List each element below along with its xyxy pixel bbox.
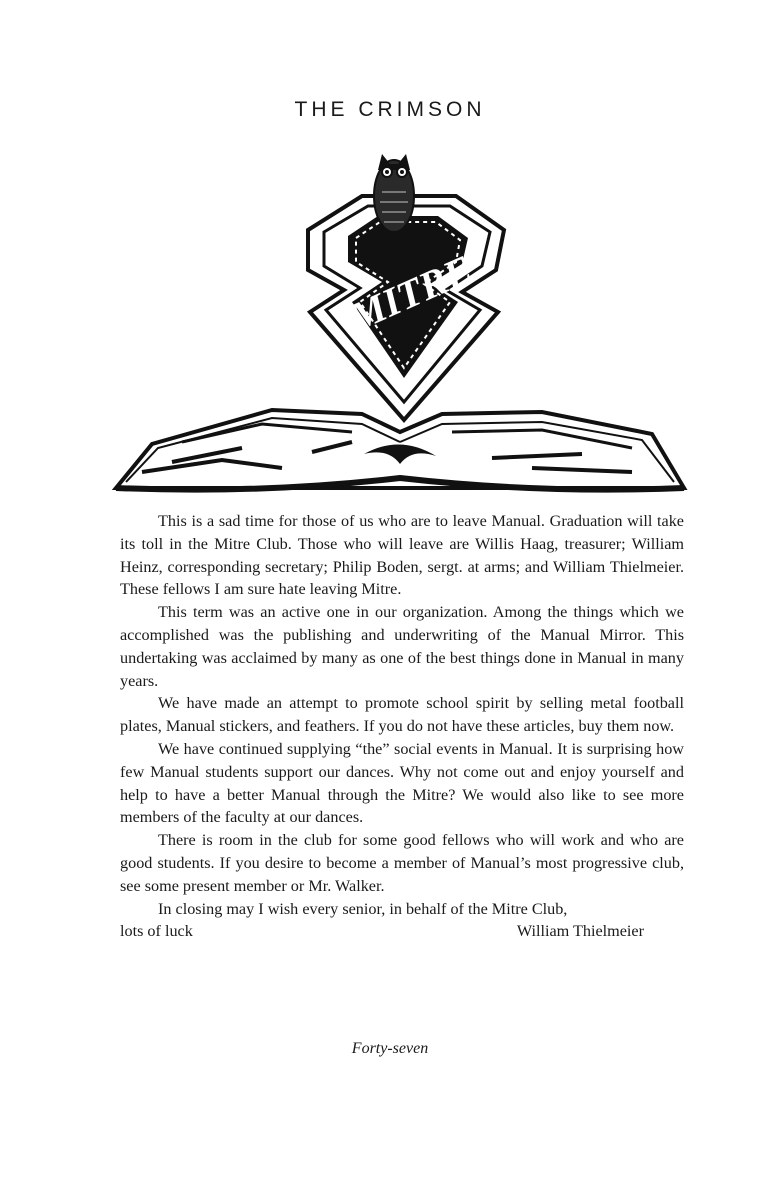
closing-text: lots of luck [120,922,193,941]
emblem-label: MITRE [342,246,479,340]
paragraph-6: In closing may I wish every senior, in behalf of the Mitre Club, [158,899,568,918]
page-header: THE CRIMSON [294,98,486,121]
paragraph-5: There is room in the club for some good fellows who will work and who are good students. If you desire to become a member of Manual’s most progressive club, see some present member or Mr. Walker. [120,831,684,895]
page-number: Forty-seven [351,1040,429,1057]
owl-diamond-book-emblem-icon [112,142,688,502]
paragraph-3: We have made an attempt to promote school spirit by selling metal football plates, Manual stickers, and feathers. If you do not have these articles, buy them now. [120,694,684,736]
closing-line [120,920,684,943]
article-body [120,510,684,943]
paragraph-1: This is a sad time for those of us who are to leave Manual. Graduation will take its toll in the Mitre Club. Those who will leave are Willis Haag, treasurer; William Heinz, corresponding secretary; Philip Boden, sergt. at arms; and William Thielmeier. These fellows I am sure hate leaving Mitre. [120,512,684,599]
signature: William Thielmeier [516,922,644,941]
paragraph-2: This term was an active one in our organization. Among the things which we accomplished was the publishing and underwriting of the Manual Mirror. This undertaking was acclaimed by many as one of the best things done in Manual in many years. [120,603,684,690]
paragraph-4: We have continued supplying “the” social events in Manual. It is surprising how few Manual students support our dances. Why not come out and enjoy yourself and help to have a better Manual through the Mitre? We would also like to see more members of the faculty at our dances. [120,739,684,827]
